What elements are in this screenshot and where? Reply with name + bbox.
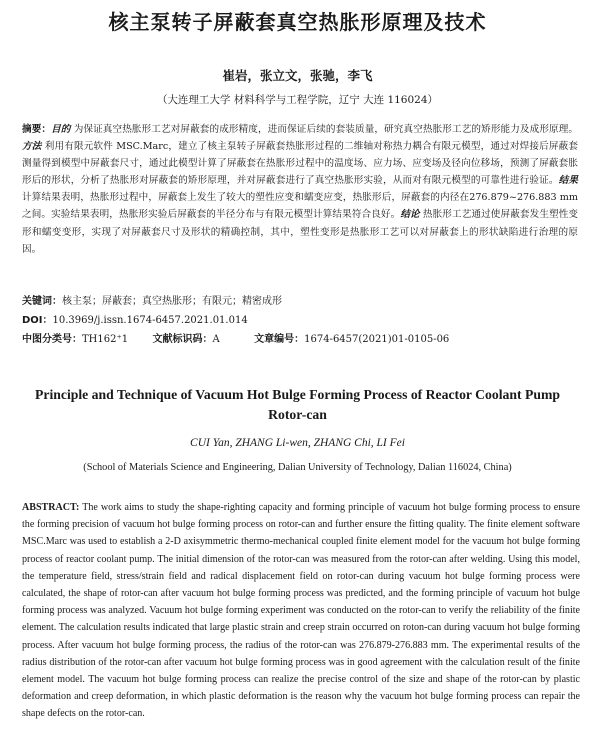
- doc-code-label: 文献标识码：: [152, 334, 213, 345]
- results-label: 结果: [558, 175, 579, 187]
- doi-text: 10.3969/j.issn.1674-6457.2021.01.014: [52, 315, 248, 326]
- objective-label: 目的: [51, 124, 71, 135]
- article-number-value: 1674-6457(2021)01-0105-06: [304, 334, 450, 345]
- results-text: 计算结果表明，热胀形过程中，屏蔽套上发生了较大的塑性应变和蠕变应变，热胀形后，屏蔽套的内径在276.879~276.883 mm 之间。实验结果表明，热胀形实验后屏蔽套的半径分布与有限元模型计算结果符合良好。: [22, 192, 578, 221]
- classification-line: [22, 330, 449, 345]
- keywords-text: 核主泵；屏蔽套；真空热胀形；有限元；精密成形: [62, 296, 282, 307]
- english-authors: CUI Yan, ZHANG Li-wen, ZHANG Chi, LI Fei: [190, 437, 405, 449]
- objective-text: 为保证真空热胀形工艺对屏蔽套的成形精度，进而保证后续的套装质量，研究真空热胀形工艺的矫形能力及成形原理。: [73, 124, 579, 135]
- doc-code-value: A: [212, 334, 220, 345]
- article-number-label: 文章编号：: [254, 334, 305, 345]
- keywords-label: 关键词：: [22, 296, 62, 307]
- english-affiliation: (School of Materials Science and Engineering, Dalian University of Technology, Dalian 116024, China): [83, 462, 512, 473]
- english-abstract-label: ABSTRACT:: [22, 502, 80, 513]
- english-title: Principle and Technique of Vacuum Hot Bulge Forming Process of Reactor Coolant Pump Rotor-can: [35, 387, 560, 422]
- conclusion-text: 热胀形工艺通过使屏蔽套发生塑性变形和蠕变变形，实现了对屏蔽套尺寸及形状的精确控制，其中，塑性变形是热胀形工艺可以对屏蔽套上的形状缺陷进行治理的原因。: [22, 209, 579, 255]
- chinese-affiliation: （大连理工大学 材料科学与工程学院，辽宁 大连 116024）: [156, 94, 439, 106]
- clc-value: TH162⁺1: [82, 334, 129, 345]
- english-abstract-text: The work aims to study the shape-righting capacity and forming principle of vacuum hot bulge forming process to ensure the forming precision of vacuum hot bulge forming process on rotor-can and further ensure the fitting quality. The finite element software MSC.Marc was used to establish a 2-D axisymmetric thermo-mechanical coupled finite element model for the vacuum hot bulge forming process of reactor coolant pump. The initial dimension of the rotor-can was measured from the rotor-can after welding. Using this model, the temperature field, stress/strain field and radical displacement field on rotor-can during vacuum hot bulge forming process were calculated, the shape of rotor-can after vacuum hot bulge forming process was predicted, and the forming principle of vacuum hot bulge forming process was analyzed. Vacuum hot bulge forming experiment was conducted on the rotor-can to verify the reliability of the finite element. The calculation results indicated that large plastic strain and creep strain occurred on roton-can during vacuum hot bulge forming process. After vacuum hot bulge forming process, the radius of the rotor-can was 276.879-276.883 mm. The experimental results of the radius distribution of the rotor-can after vacuum hot bulge forming process was in good agreement with the calculation result of the finite element model. The vacuum hot bulge forming process can realize the precise control of the size and shape of the rotor-can by plastic deformation and creep deformation, in which plastic deformation is the reason why the vacuum hot bulge forming process can repair the shape defects on the rotor-can.: [22, 502, 581, 720]
- doi-line: [22, 311, 248, 326]
- clc-label: 中图分类号：: [22, 334, 82, 345]
- chinese-title: 核主泵转子屏蔽套真空热胀形原理及技术: [108, 10, 487, 34]
- chinese-authors: 崔岩，张立文，张驰，李飞: [222, 68, 373, 83]
- doi-label: DOI：: [22, 315, 53, 326]
- abstract-label: 摘要：: [22, 124, 52, 135]
- keywords-line: [22, 292, 282, 307]
- conclusion-label: 结论: [400, 209, 420, 221]
- method-text: 利用有限元软件 MSC.Marc，建立了核主泵转子屏蔽套热胀形过程的二维轴对称热力耦合有限元模型，通过对焊接后屏蔽套测量得到模型中屏蔽套尺寸，通过此模型计算了屏蔽套在热胀形过程中的温度场、应力场、应变场及径向位移场，预测了屏蔽套胀形后的形状，分析了热胀形对屏蔽套的矫形原理，并对屏蔽套进行了真空热胀形实验，从而对有限元模型的可靠性进行验证。: [22, 141, 578, 187]
- chinese-abstract: [22, 121, 578, 258]
- method-label: 方法: [22, 141, 42, 153]
- english-abstract: [22, 499, 580, 723]
